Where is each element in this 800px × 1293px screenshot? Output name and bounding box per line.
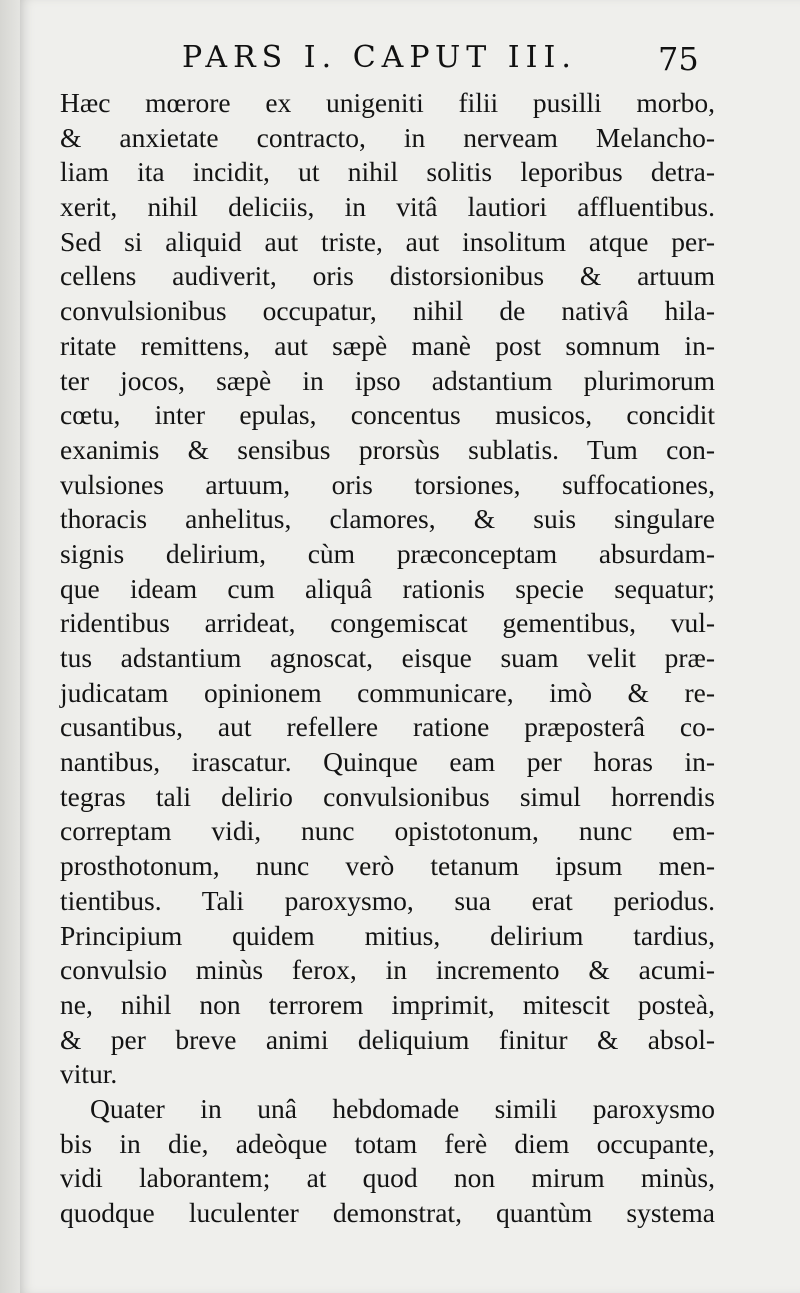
text-line: bis in die, adeòque totam ferè diem occupante, [60, 1127, 715, 1159]
text-line: liam ita incidit, ut nihil solitis leporibus detra- [60, 156, 715, 188]
text-line: ridentibus arrideat, congemiscat gementibus, vul- [60, 607, 715, 639]
paragraph [60, 86, 715, 1092]
text-line: ter jocos, sæpè in ipso adstantium plurimorum [60, 364, 715, 396]
text-line: cellens audiverit, oris distorsionibus & artuum [60, 260, 715, 292]
text-line: Sed si aliquid aut triste, aut insolitum atque per- [60, 225, 715, 257]
text-line: Hæc mœrore ex unigeniti filii pusilli morbo, [60, 87, 715, 118]
paragraph [60, 1092, 715, 1231]
text-line: ritate remittens, aut sæpè manè post somnum in- [60, 329, 715, 361]
text-line: tientibus. Tali paroxysmo, sua erat periodus. [60, 884, 715, 916]
text-line: correptam vidi, nunc opistotonum, nunc em- [60, 815, 715, 847]
page-number: 75 [658, 40, 699, 78]
text-line: vidi laborantem; at quod non mirum minùs, [60, 1162, 715, 1194]
text-line: convulsionibus occupatur, nihil de nativâ hila- [60, 295, 715, 327]
text-line: exanimis & sensibus prorsùs sublatis. Tum con- [60, 433, 715, 465]
text-line: xerit, nihil deliciis, in vitâ lautiori affluentibus. [60, 191, 715, 223]
body-text [60, 86, 715, 1231]
text-line: & anxietate contracto, in nerveam Melancho- [60, 121, 715, 153]
text-line: thoracis anhelitus, clamores, & suis singulare [60, 503, 715, 535]
text-line: vitur. [60, 1058, 118, 1090]
text-line: cœtu, inter epulas, concentus musicos, concidit [60, 399, 715, 431]
text-line: ne, nihil non terrorem imprimit, mitescit posteà, [60, 988, 715, 1020]
text-line: & per breve animi deliquium finitur & absol- [60, 1023, 715, 1055]
text-line: cusantibus, aut refellere ratione præposterâ co- [60, 711, 715, 743]
text-line: quodque luculenter demonstrat, quantùm systema [60, 1197, 715, 1228]
text-line: que ideam cum aliquâ rationis specie sequatur; [60, 572, 715, 604]
running-head: PARS I. CAPUT III. [182, 40, 577, 75]
text-line: tegras tali delirio convulsionibus simul horrendis [60, 780, 715, 812]
text-line: Principium quidem mitius, delirium tardius, [60, 919, 715, 951]
text-line: Quater in unâ hebdomade simili paroxysmo [90, 1092, 715, 1124]
text-line: judicatam opinionem communicare, imò & re- [60, 676, 715, 708]
text-line: signis delirium, cùm præconceptam absurdam- [60, 537, 715, 569]
text-line: tus adstantium agnoscat, eisque suam velit præ- [60, 642, 715, 673]
text-line: nantibus, irascatur. Quinque eam per horas in- [60, 746, 715, 778]
text-line: convulsio minùs ferox, in incremento & acumi- [60, 954, 715, 986]
text-line: vulsiones artuum, oris torsiones, suffocationes, [60, 468, 715, 500]
text-line: prosthotonum, nunc verò tetanum ipsum men- [60, 850, 715, 882]
